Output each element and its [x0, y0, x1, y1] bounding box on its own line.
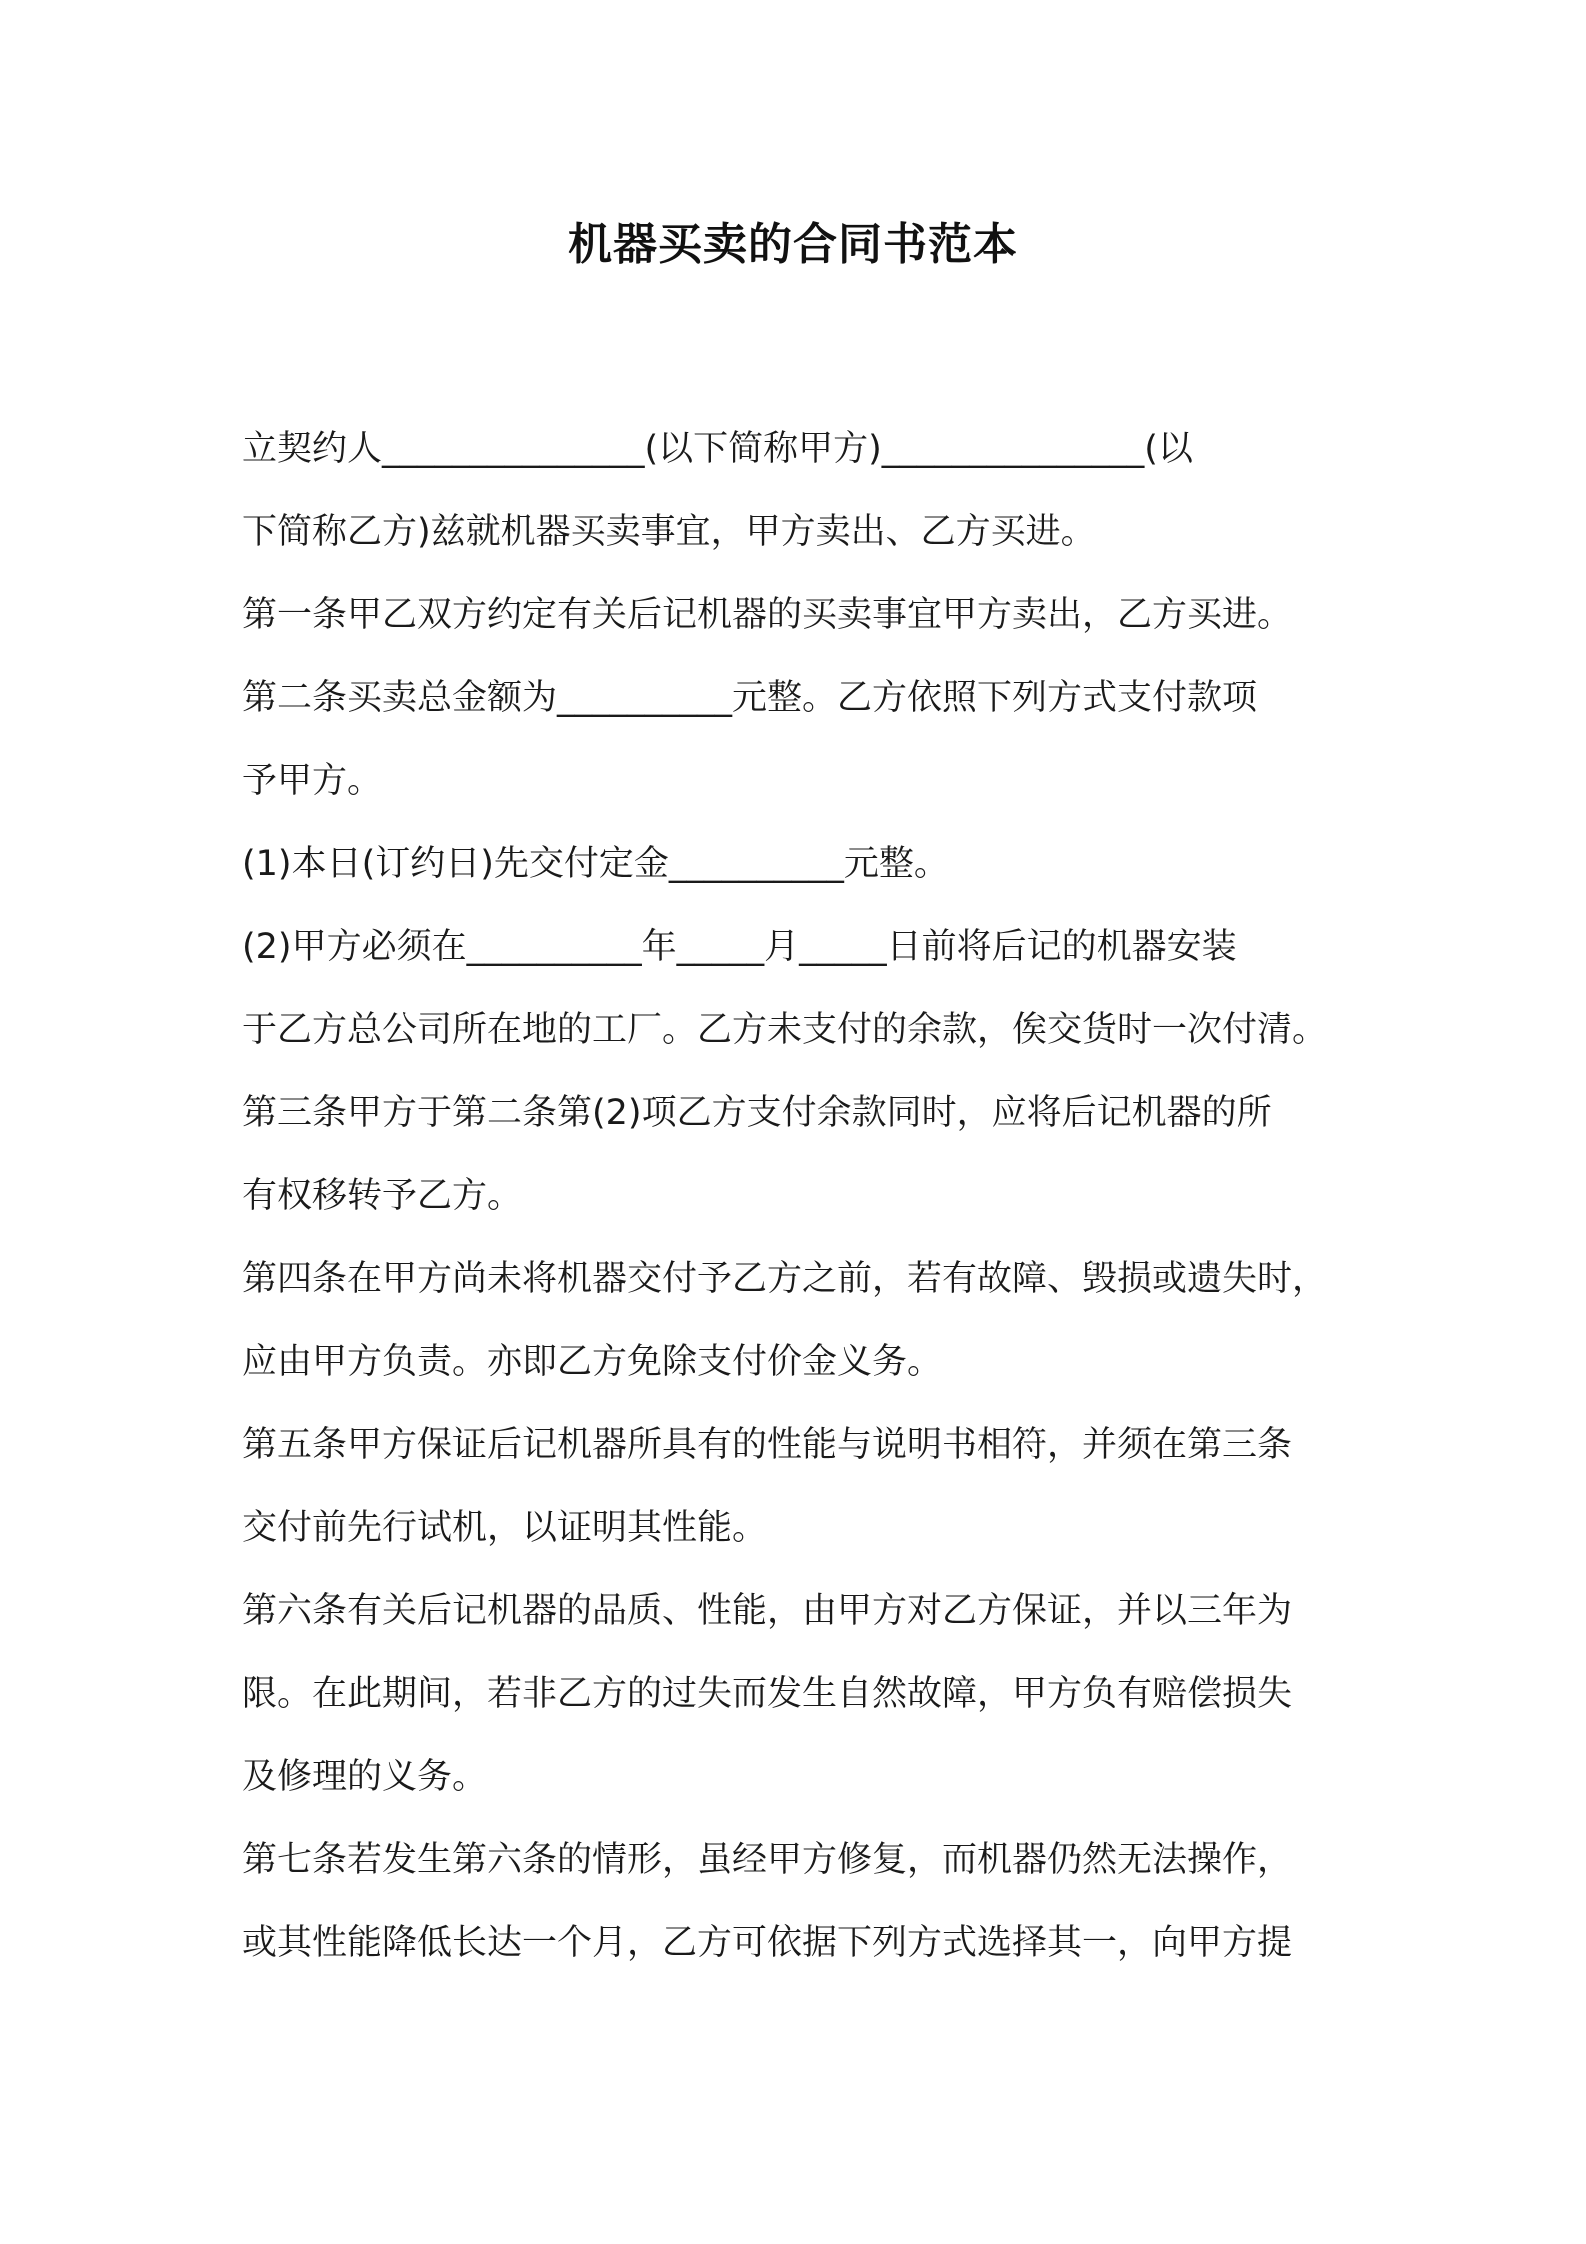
text-line: (1)本日(订约日)先交付定金__________元整。	[242, 844, 949, 884]
text-line: 或其性能降低长达一个月，乙方可依据下列方式选择其一，向甲方提	[242, 1923, 1293, 1963]
text-line: 及修理的义务。	[242, 1757, 488, 1797]
text-line: 立契约人_______________(以下简称甲方)_______________(以	[242, 429, 1193, 469]
text-line: 交付前先行试机，以证明其性能。	[242, 1508, 768, 1548]
text-line: 第四条在甲方尚未将机器交付予乙方之前，若有故障、毁损或遗失时，	[242, 1259, 1328, 1299]
text-line: 第七条若发生第六条的情形，虽经甲方修复，而机器仍然无法操作，	[242, 1840, 1293, 1880]
text-line: 第一条甲乙双方约定有关后记机器的买卖事宜甲方卖出，乙方买进。	[242, 595, 1293, 635]
text-line: 下简称乙方)兹就机器买卖事宜，甲方卖出、乙方买进。	[242, 512, 1096, 552]
contract-body	[242, 408, 1362, 1985]
text-line: 予甲方。	[242, 761, 383, 801]
text-line: 于乙方总公司所在地的工厂。乙方未支付的余款，俟交货时一次付清。	[242, 1010, 1328, 1050]
text-line: 第六条有关后记机器的品质、性能，由甲方对乙方保证，并以三年为	[242, 1591, 1293, 1631]
text-line: 第五条甲方保证后记机器所具有的性能与说明书相符，并须在第三条	[242, 1425, 1293, 1465]
text-line: 应由甲方负责。亦即乙方免除支付价金义务。	[242, 1342, 943, 1382]
text-line: 第三条甲方于第二条第(2)项乙方支付余款同时，应将后记机器的所	[242, 1093, 1272, 1133]
text-line: 限。在此期间，若非乙方的过失而发生自然故障，甲方负有赔偿损失	[242, 1674, 1293, 1714]
text-line: (2)甲方必须在__________年_____月_____日前将后记的机器安装	[242, 927, 1237, 967]
text-line: 有权移转予乙方。	[242, 1176, 523, 1216]
page-title: 机器买卖的合同书范本	[568, 219, 1018, 270]
text-line: 第二条买卖总金额为__________元整。乙方依照下列方式支付款项	[242, 678, 1258, 718]
